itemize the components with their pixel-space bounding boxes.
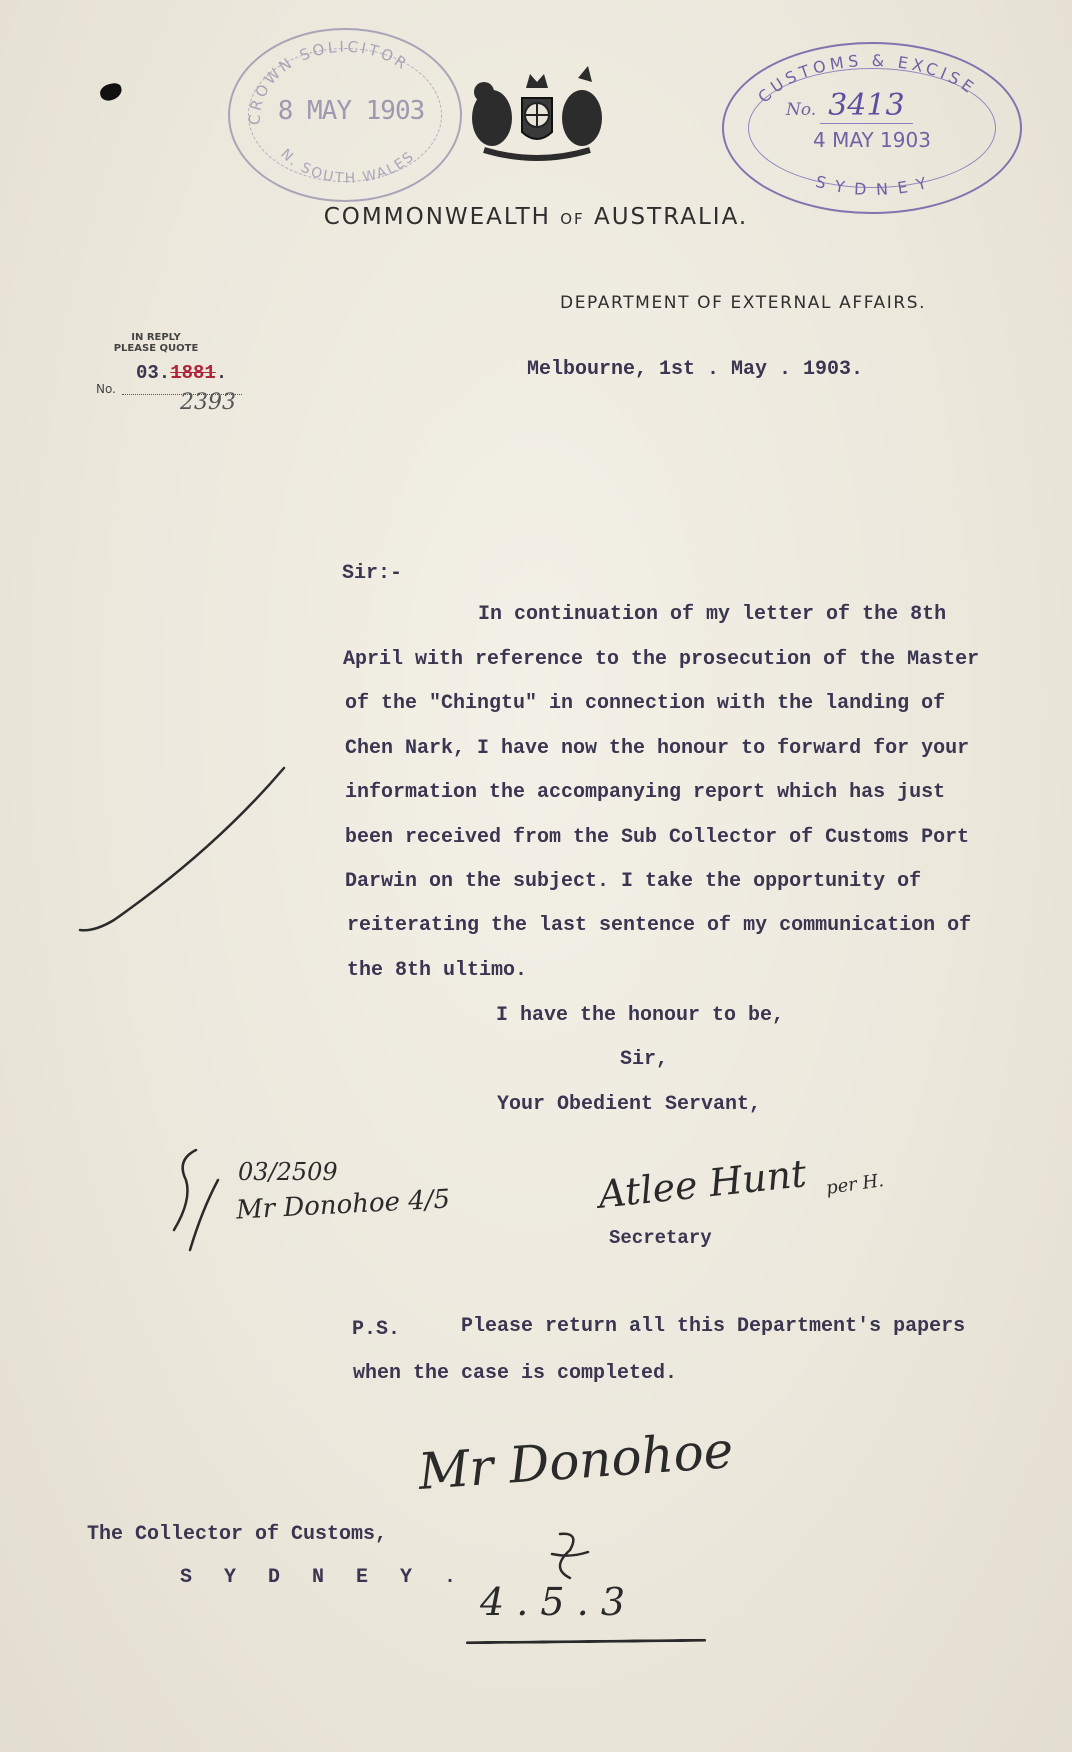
reference-struck-number: 1881	[170, 362, 216, 384]
svg-text:SYDNEY	[814, 171, 939, 199]
reference-block	[96, 332, 256, 354]
stamp-date: 8 MAY 1903	[277, 96, 425, 126]
body-line: Darwin on the subject. I take the opportunity of	[345, 870, 922, 893]
addressee-line: The Collector of Customs,	[87, 1523, 388, 1546]
title-of: OF	[560, 210, 585, 228]
body-line: April with reference to the prosecution of the Master	[343, 648, 980, 671]
closing-line: Sir,	[620, 1048, 669, 1071]
body-line: been received from the Sub Collector of Customs Port	[345, 826, 970, 849]
body-line: information the accompanying report which has just	[345, 781, 946, 804]
body-line: of the "Chingtu" in connection with the landing of	[345, 692, 946, 715]
signature: Atlee Hunt	[596, 1151, 809, 1217]
ink-blot	[98, 81, 123, 102]
stamp-bottom-text: SYDNEY	[813, 170, 939, 200]
body-line: reiterating the last sentence of my communication of	[347, 914, 972, 937]
handwritten-initial-mark	[166, 1140, 226, 1260]
body-line: Chen Nark, I have now the honour to forward for your	[345, 737, 970, 760]
svg-text:N. SOUTH WALES	[277, 146, 418, 187]
annotation-ref: 03/2509	[238, 1158, 338, 1186]
in-reply-label: IN REPLY	[131, 332, 181, 343]
stamp-top-text: CROWN SOLICITOR	[245, 37, 413, 126]
stamp-bottom-text: N. SOUTH WALES	[277, 146, 419, 187]
handwritten-initial-mark	[540, 1528, 600, 1588]
postscript-label: P.S.	[352, 1318, 401, 1341]
signature-title: Secretary	[609, 1227, 712, 1249]
stamp-no-value: 3413	[820, 88, 912, 124]
stamp-date: 4 MAY 1903	[813, 128, 931, 152]
postscript-line: when the case is completed.	[353, 1362, 678, 1385]
body-line: the 8th ultimo.	[347, 959, 528, 982]
closing-line: I have the honour to be,	[496, 1004, 785, 1027]
annotation-name: Mr Donohoe 4/5	[235, 1184, 451, 1226]
letterhead-title	[0, 204, 1072, 230]
pen-stroke-mark	[74, 760, 294, 940]
reference-handwritten-number: 2393	[180, 390, 236, 415]
reference-suffix: .	[215, 362, 228, 384]
reference-number	[136, 362, 227, 384]
title-part1: COMMONWEALTH	[323, 204, 551, 230]
title-part2: AUSTRALIA.	[593, 204, 749, 230]
bottom-annotation-name: Mr Donohoe	[416, 1421, 736, 1501]
crown-solicitor-stamp	[228, 28, 462, 202]
place-date: Melbourne, 1st . May . 1903.	[527, 358, 864, 381]
salutation: Sir:-	[342, 562, 403, 585]
reference-no-label: No.	[96, 382, 116, 396]
bottom-underline	[466, 1639, 706, 1645]
body-line: In continuation of my letter of the 8th	[478, 603, 947, 626]
coat-of-arms-icon	[462, 58, 612, 170]
customs-excise-stamp	[722, 42, 1022, 214]
signature-per: per H.	[824, 1170, 886, 1199]
closing-line: Your Obedient Servant,	[497, 1093, 762, 1116]
please-quote-label: PLEASE QUOTE	[113, 343, 199, 354]
addressee-city: S Y D N E Y .	[180, 1566, 467, 1589]
reference-prefix: 03.	[136, 362, 171, 384]
bottom-annotation-date: 4 . 5 . 3	[480, 1580, 626, 1624]
stamp-no-label: No.	[786, 100, 817, 120]
stamp-top-text: CUSTOMS & EXCISE	[754, 50, 981, 107]
department-name: DEPARTMENT OF EXTERNAL AFFAIRS.	[560, 293, 927, 313]
postscript-line: Please return all this Department's papers	[461, 1315, 966, 1338]
